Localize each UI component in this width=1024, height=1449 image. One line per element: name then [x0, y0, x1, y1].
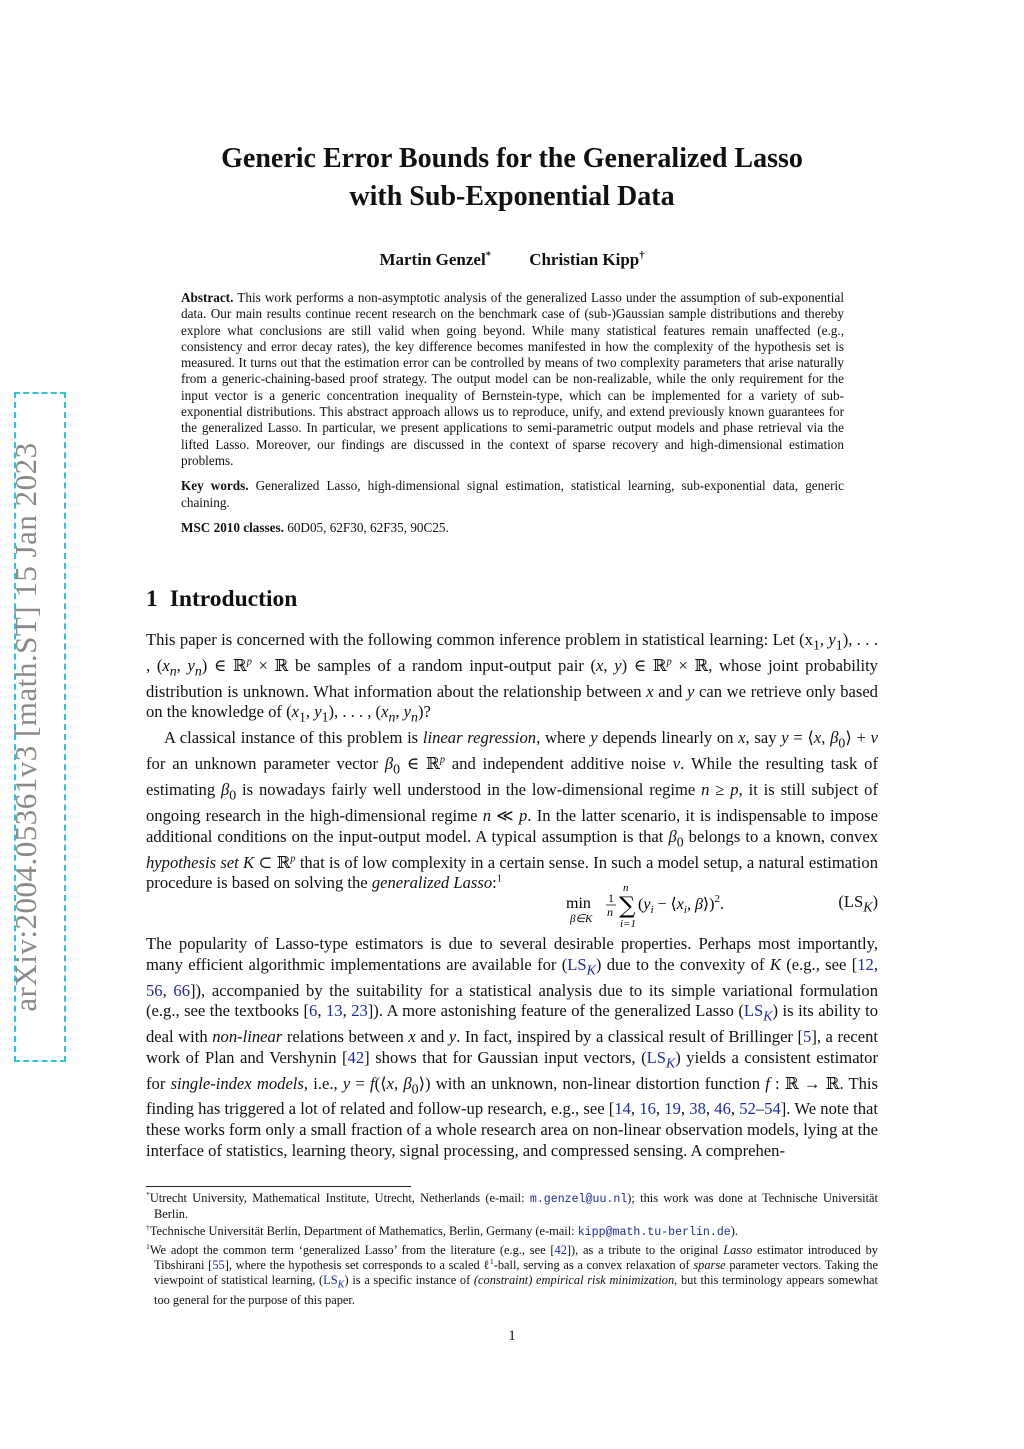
svg-text:n: n: [623, 882, 629, 894]
abstract-block: [181, 290, 844, 545]
author-1-name: Martin Genzel: [379, 250, 486, 269]
intro-p3-lead: The popularity of Lasso-type estimators is due to several desirable properties. Perhaps most importantly, many efficient algorithmic implementations are available for: [146, 934, 878, 974]
equation-label-sub: K: [863, 899, 873, 915]
equation-ls-k: [146, 880, 878, 928]
footnote-1-tail: ); this work was done at Technische Universität Berlin.: [154, 1191, 878, 1222]
intro-p2-lead: A classical instance of this problem is: [164, 728, 419, 748]
keywords-text: Generalized Lasso, high-dimensional signal estimation, statistical learning, sub-exponential data, generic chaining.: [181, 478, 844, 510]
intro-body-top: [146, 630, 878, 894]
svg-text:n: n: [607, 905, 613, 919]
abstract-paragraph: [181, 290, 844, 469]
footnote-1-text: Utrecht University, Mathematical Institute, Utrecht, Netherlands (e-mail:: [149, 1191, 525, 1205]
author-list: [0, 250, 1024, 270]
author-2: [529, 250, 644, 269]
abstract-text: This work performs a non-asymptotic analysis of the generalized Lasso under the assumption of sub-exponential data. Our main results continue recent research on the benchmark case of (sub-)Gaussian sample distributions and thereby explore what conclusions are still valid when going beyond. While many statistical features remain unaffected (e.g., consistency and error decay rates), the key difference becomes manifested in how the complexity of the hypothesis set is measured. It turns out that the estimation error can be controlled by means of two complexity parameters that arise naturally from a generic-chaining-based proof strategy. The output model can be non-realizable, while the only requirement for the input vector is a generic concentration inequality of Bernstein-type, which can be implemented for a variety of sub-exponential distributions. This abstract approach allows us to reproduce, unify, and extend previously known guarantees for the generalized Lasso. In particular, we present applications to semi-parametric output models and phase retrieval via the lifted Lasso. Moreover, our findings are discussed in the context of sparse recovery and high-dimensional estimation problems.: [181, 290, 844, 468]
email-link-genzel[interactable]: m.genzel@uu.nl: [529, 1193, 628, 1206]
author-1-mark: *: [485, 250, 491, 262]
page-number: 1: [508, 1328, 516, 1344]
svg-text:(yi − ⟨xi, β⟩)2.: ($y_i$ − $⟨x_i$, β⟩)$^2$.: [638, 893, 724, 916]
footnote-2-text: Technische Universität Berlin, Department of Mathematics, Berlin, Germany (e-mail:: [149, 1224, 575, 1239]
svg-text:∑: ∑: [619, 893, 636, 919]
section-heading: [146, 586, 297, 613]
author-2-mark: †: [639, 250, 645, 262]
footnote-rule: [146, 1186, 411, 1187]
footnote-2-tail: ).: [730, 1224, 738, 1239]
intro-paragraph-3: The popularity of Lasso-type estimators is due to several desirable properties. Perhaps most importantly, many efficient algorithmic implementations are available for $(LS_K)$ due to the convexity of K (e.g., see [12, 56, 66]), accompanied by the suitability for a statistical analysis due to its simple variational formulation (e.g., see the textbooks [6, 13, 23]). A more astonishing feature of the generalized Lasso $(LS_K)$ is its ability to deal with non-linear relations between x and y. In fact, inspired by a classical result of Brillinger [5], a recent work of Plan and Vershynin [42] shows that for Gaussian input vectors, $(LS_K)$ yields a consistent estimator for single-index models, i.e., y = f(⟨x, $\beta_0⟩$) with an unknown, non-linear distortion function f : ℝ → ℝ. This finding has triggered a lot of related and follow-up research, e.g., see [14, 16, 19, 38, 46, 52–54]. We note that these works form only a small fraction of a whole research area on non-linear observation models, lying at the interface of statistics, learning theory, signal processing, and compressed sensing. A comprehen-: [146, 934, 879, 1160]
msc-label: MSC 2010 classes.: [181, 519, 284, 535]
email-link-kipp[interactable]: kipp@math.tu-berlin.de: [577, 1226, 731, 1240]
paper-title: [140, 140, 884, 216]
keywords-label: Key words.: [181, 478, 249, 494]
svg-text:1: 1: [608, 891, 614, 905]
title-line-2: with Sub-Exponential Data: [349, 181, 675, 212]
footnote-2: †Technische Universität Berlin, Department of Mathematics, Berlin, Germany (e-mail: kipp@math.tu-berlin.de).: [146, 1223, 738, 1240]
intro-paragraph-1: This paper is concerned with the following common inference problem in statistical learning: Let ($x_1$, $y_1$), . . . , ($x_n$, $y_n$) ∈ ℝ$^p$ × ℝ be samples of a random input-output pair (x, y) ∈ ℝ$^p$ × ℝ, whose joint probability distribution is unknown. What information about the relationship between x and y can we retrieve only based on the knowledge of ($x_1$, $y_1$), . . . , ($x_n$, $y_n$)?: [146, 630, 878, 725]
footnote-1: *Utrecht University, Mathematical Institute, Utrecht, Netherlands (e-mail: m.genzel@uu.nl); this work was done at Technische Universität Berlin.: [146, 1189, 878, 1222]
arxiv-stamp-text: arXiv:2004.05361v3 [math.ST] 15 Jan 2023: [8, 442, 43, 1012]
footnotes: [146, 1191, 878, 1310]
intro-p1-lead: This paper is concerned with the following common inference problem in statistical learning: Let (x: [146, 630, 813, 649]
svg-text:i=1: i=1: [620, 918, 636, 930]
footnote-3: $^1$We adopt the common term ‘generalized Lasso’ from the literature (e.g., see [42]), as a tribute to the original Lasso estimator introduced by Tibshirani [55], where the hypothesis set corresponds to a scaled ℓ$^1$-ball, serving as a convex relaxation of sparse parameter vectors. Taking the viewpoint of statistical learning, $(LS_K)$ is a specific instance of (constraint) empirical risk minimization, but this terminology appears somewhat too general for the purpose of this paper.: [146, 1241, 878, 1307]
lasso-objective: [566, 882, 766, 930]
keywords-paragraph: [181, 478, 844, 511]
msc-text: 60D05, 62F30, 62F35, 90C25.: [287, 519, 449, 535]
section-number: 1: [146, 586, 158, 612]
intro-p2-term: linear regression: [422, 728, 537, 748]
intro-body-bottom: [146, 934, 878, 1161]
author-1: [379, 250, 490, 269]
abstract-label: Abstract.: [181, 290, 234, 305]
equation-label-text: LS: [843, 892, 864, 911]
title-line-1: Generic Error Bounds for the Generalized Lasso: [221, 143, 803, 174]
svg-text:β∈K: β∈K: [570, 913, 593, 925]
author-2-name: Christian Kipp: [529, 250, 640, 269]
section-title: Introduction: [169, 586, 298, 612]
intro-paragraph-2: A classical instance of this problem is linear regression, where y depends linearly on x, say y = ⟨x, $\beta_0⟩ + \nu$ for an unknown parameter vector $\beta_0$ ∈ ℝ$^p$ and independent additive noise ν. While the resulting task of estimating $\beta_0$ is nowadays fairly well understood in the low-dimensional regime n ≥ p, it is still subject of ongoing research in the high-dimensional regime n ≪ p. In the latter scenario, it is indispensable to impose additional conditions on the input-output model. A typical assumption is that $\beta_0$ belongs to a known, convex hypothesis set K ⊂ ℝ$^p$ that is of low complexity in a certain sense. In such a model setup, a natural estimation procedure is based on solving the generalized Lasso:$^1$: [146, 728, 879, 893]
svg-text:min: min: [566, 895, 591, 912]
equation-label: $(LS_K)$: [838, 892, 878, 915]
msc-paragraph: [181, 520, 844, 536]
intro-closing: We note that these works form only a small fraction of a whole research area on non-linear observation models, lying at the interface of statistics, learning theory, signal processing, and compressed sensing. A comprehen-: [146, 1099, 878, 1160]
